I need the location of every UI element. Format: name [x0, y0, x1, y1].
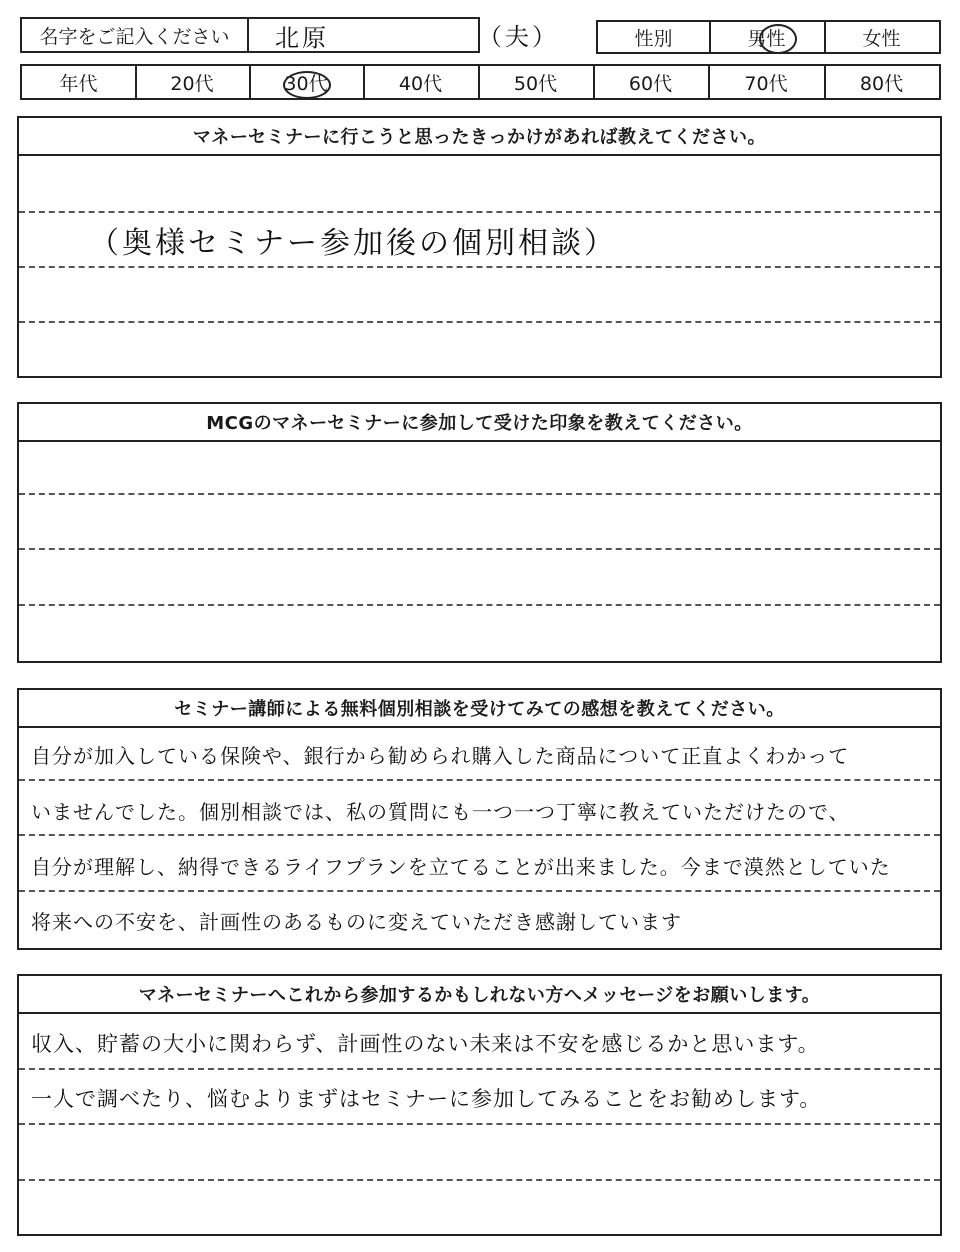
name-label: 名字をご記入ください [39, 25, 230, 48]
answer-text-line[interactable]: 将来への不安を、計画性のあるものに変えていただき感謝しています [31, 910, 682, 934]
answer-line [19, 1179, 940, 1181]
answer-text-line[interactable]: 自分が加入している保険や、銀行から勧められ購入した商品について正直よくわかって [31, 744, 850, 768]
answer-text-line[interactable]: 一人で調べたり、悩むよりまずはセミナーに参加してみることをお勧めします。 [31, 1087, 822, 1111]
question-section-consultation [17, 688, 942, 950]
age-option-20[interactable] [135, 64, 251, 100]
question-section-impression [17, 402, 942, 663]
answer-text-line[interactable]: いませんでした。個別相談では、私の質問にも一つ一つ丁寧に教えていただけたので、 [31, 800, 850, 824]
selected-circle-mark [283, 71, 331, 99]
answer-line [19, 493, 940, 495]
gender-female-label: 女性 [862, 27, 901, 50]
age-option-label: 80代 [859, 72, 904, 95]
gender-label-cell [596, 20, 711, 54]
age-option-60[interactable] [593, 64, 710, 100]
name-value: 北原 [275, 23, 329, 52]
age-option-label: 20代 [170, 72, 214, 95]
answer-line [19, 604, 940, 606]
question-section-motivation [17, 116, 942, 378]
answer-text-line[interactable]: 収入、貯蓄の大小に関わらず、計画性のない未来は不安を感じるかと思います。 [31, 1032, 820, 1056]
answer-line [19, 1123, 940, 1125]
age-label-cell [20, 64, 137, 100]
age-option-30[interactable] [249, 64, 365, 100]
gender-option-male[interactable] [709, 20, 826, 54]
answer-line [19, 211, 940, 213]
gender-male-label: 男性 [747, 27, 786, 50]
answer-line [19, 890, 940, 892]
age-option-70[interactable] [708, 64, 826, 100]
gender-option-female[interactable] [824, 20, 941, 54]
answer-line [19, 321, 940, 323]
answer-line [19, 548, 940, 550]
age-option-label: 30代 [284, 72, 328, 95]
age-label: 年代 [59, 72, 98, 95]
age-option-50[interactable] [478, 64, 595, 100]
name-suffix: （夫） [478, 23, 559, 51]
section-title: マネーセミナーに行こうと思ったきっかけがあれば教えてください。 [19, 118, 940, 156]
section-title: マネーセミナーへこれから参加するかもしれない方へメッセージをお願いします。 [19, 976, 940, 1014]
selected-circle-mark [759, 24, 797, 54]
age-option-label: 70代 [744, 72, 788, 95]
question-section-message [17, 974, 942, 1236]
age-option-80[interactable] [824, 64, 941, 100]
age-option-label: 50代 [513, 72, 558, 95]
name-label-cell [20, 17, 249, 53]
answer-line [19, 779, 940, 781]
answer-line [19, 834, 940, 836]
gender-label: 性別 [634, 27, 673, 50]
answer-text[interactable]: （奥様セミナー参加後の個別相談） [89, 226, 617, 261]
answer-line [19, 266, 940, 268]
answer-text-line[interactable]: 自分が理解し、納得できるライフプランを立てることが出来ました。今まで漠然としていた [31, 855, 891, 879]
name-field[interactable] [247, 17, 480, 53]
section-title: MCGのマネーセミナーに参加して受けた印象を教えてください。 [19, 404, 940, 442]
answer-line [19, 1068, 940, 1070]
age-option-label: 40代 [398, 72, 443, 95]
age-option-label: 60代 [628, 72, 673, 95]
age-option-40[interactable] [363, 64, 480, 100]
section-title: セミナー講師による無料個別相談を受けてみての感想を教えてください。 [19, 690, 940, 728]
